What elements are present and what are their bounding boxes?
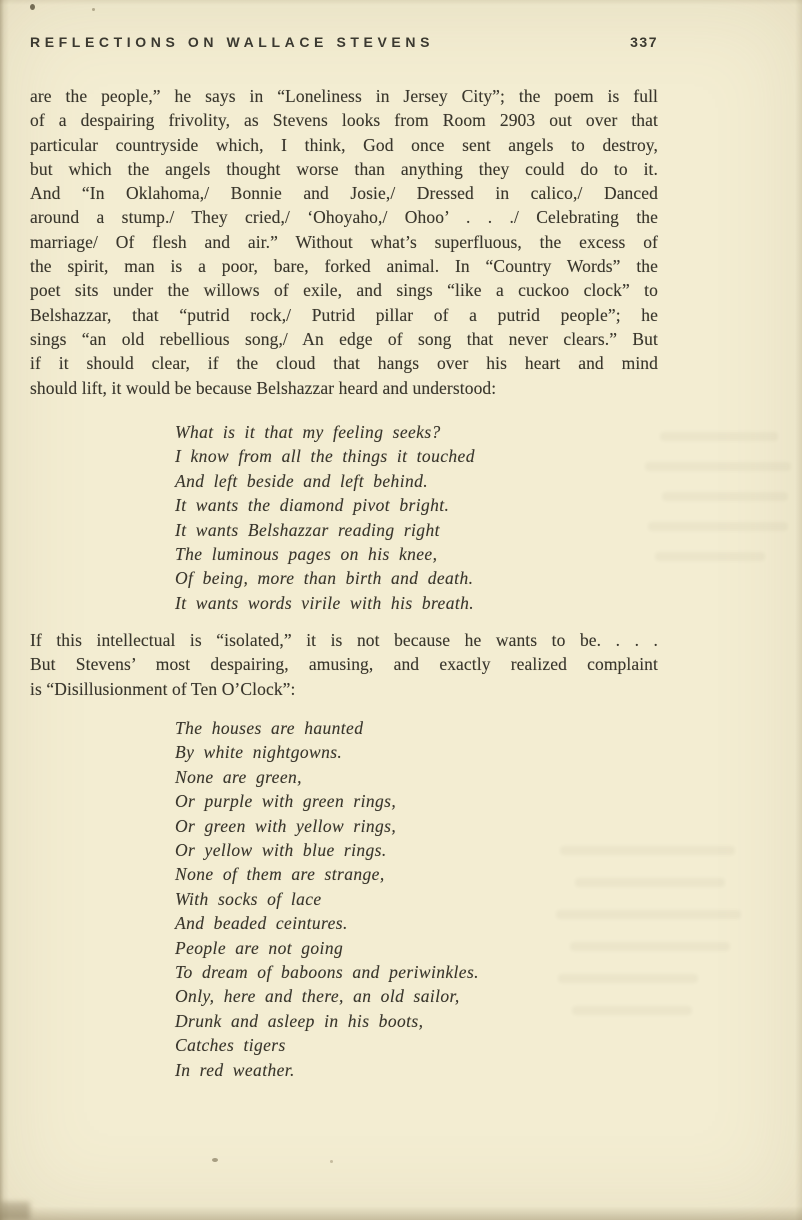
text-line: To dream of baboons and periwinkles. (175, 962, 479, 983)
text-line: Belshazzar, that “putrid rock,/ Putrid pillar of a putrid people”; he (30, 304, 658, 325)
text-line: The houses are haunted (175, 718, 364, 738)
paper-speck (212, 1158, 218, 1162)
text-line: By white nightgowns. (175, 742, 343, 763)
paragraph-loneliness-in-jersey-city (30, 84, 658, 400)
text-line: The luminous pages on his knee, (175, 544, 438, 565)
running-head-title: REFLECTIONS ON WALLACE STEVENS (30, 34, 435, 50)
poem-excerpt-country-words (175, 420, 645, 615)
text-line: particular countryside which, I think, God once sent angels to destroy, (30, 134, 658, 155)
text-line: It wants the diamond pivot bright. (175, 495, 450, 516)
text-line: And left beside and left behind. (175, 470, 429, 491)
text-line: What is it that my feeling seeks? (175, 422, 441, 442)
text-line: In red weather. (175, 1059, 295, 1080)
text-line: of a despairing frivolity, as Stevens looks from Room 2903 out over that (30, 110, 658, 131)
text-line: are the people,” he says in “Loneliness in Jersey City”; the poem is full (30, 86, 658, 106)
scan-edge-right (795, 0, 802, 1220)
paper-speck (92, 8, 95, 11)
text-line: But Stevens’ most despairing, amusing, and exactly realized complaint (30, 654, 658, 675)
show-through-artifact (660, 432, 778, 441)
show-through-artifact (655, 552, 765, 561)
text-line: but which the angels thought worse than anything they could do to it. (30, 158, 658, 179)
scan-edge-bottom (0, 1206, 802, 1220)
show-through-artifact (645, 462, 791, 471)
text-line: None of them are strange, (175, 864, 385, 885)
text-line: None are green, (175, 766, 302, 787)
text-line: With socks of lace (175, 888, 322, 909)
text-line: Catches tigers (175, 1035, 286, 1056)
scan-corner-shadow (0, 1202, 30, 1220)
show-through-artifact (648, 522, 788, 531)
text-line: marriage/ Of flesh and air.” Without what’s superfluous, the excess of (30, 231, 658, 252)
text-line: sings “an old rebellious song,/ An edge of song that never clears.” But (30, 328, 658, 349)
text-line: is “Disillusionment of Ten O’Clock”: (30, 678, 296, 699)
paragraph-disillusionment-intro (30, 628, 658, 701)
text-line: And “In Oklahoma,/ Bonnie and Josie,/ Dressed in calico,/ Danced (30, 183, 658, 204)
running-head (30, 34, 658, 50)
paper-speck (330, 1160, 333, 1163)
text-line: Or yellow with blue rings. (175, 840, 387, 861)
page-number: 337 (630, 34, 658, 50)
text-line: Of being, more than birth and death. (175, 568, 474, 589)
text-line: around a stump./ They cried,/ ‘Ohoyaho,/ Ohoo’ . . ./ Celebrating the (30, 207, 658, 228)
text-line: Drunk and asleep in his boots, (175, 1010, 424, 1031)
text-line: People are not going (175, 937, 344, 958)
show-through-artifact (662, 492, 788, 501)
text-line: should lift, it would be because Belshazzar heard and understood: (30, 377, 497, 398)
text-line: I know from all the things it touched (175, 446, 475, 467)
text-line: And beaded ceintures. (175, 913, 348, 934)
text-line: If this intellectual is “isolated,” it is not because he wants to be. . . . (30, 630, 658, 650)
poem-excerpt-disillusionment-of-ten-oclock (175, 716, 645, 1082)
scan-edge-left (0, 0, 9, 1220)
scan-edge-top (0, 0, 802, 5)
text-line: Or purple with green rings, (175, 791, 397, 812)
text-line: It wants Belshazzar reading right (175, 519, 440, 540)
text-line: if it should clear, if the cloud that hangs over his heart and mind (30, 353, 658, 374)
text-line: Or green with yellow rings, (175, 815, 397, 836)
text-line: the spirit, man is a poor, bare, forked animal. In “Country Words” the (30, 256, 658, 277)
paper-speck (30, 4, 35, 10)
text-line: Only, here and there, an old sailor, (175, 986, 460, 1007)
text-line: It wants words virile with his breath. (175, 592, 475, 613)
text-line: poet sits under the willows of exile, and sings “like a cuckoo clock” to (30, 280, 658, 301)
